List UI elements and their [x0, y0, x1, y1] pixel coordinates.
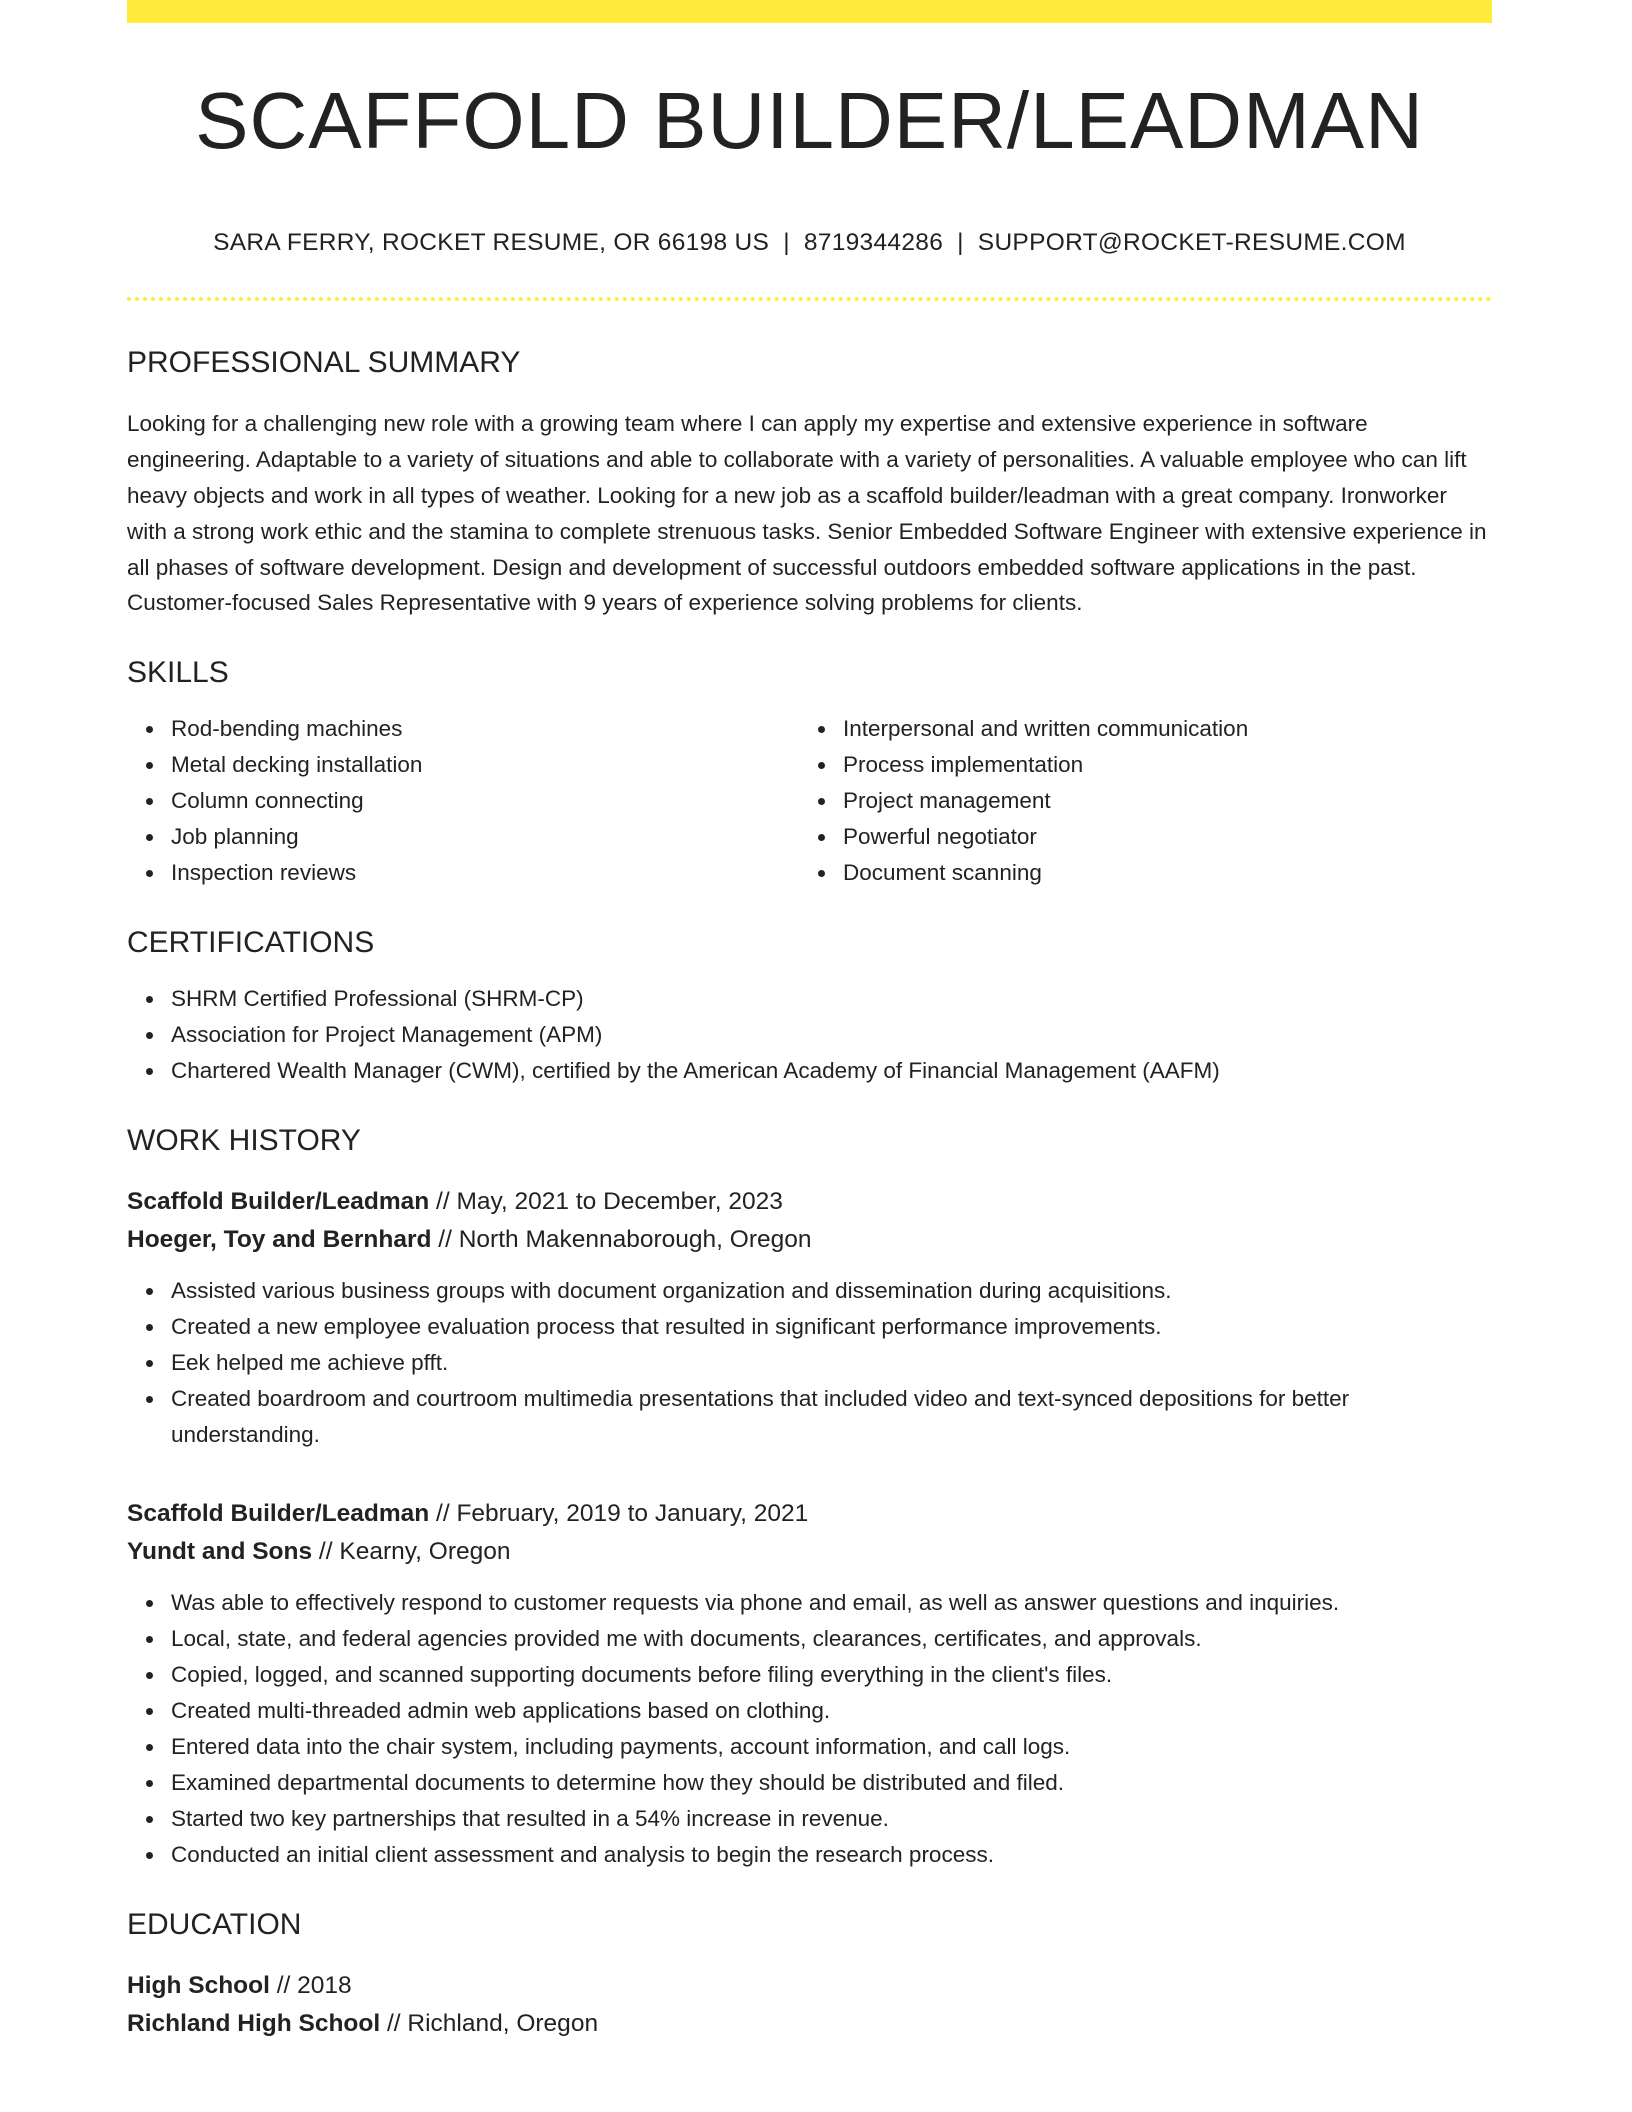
job-title: Scaffold Builder/Leadman	[127, 1500, 430, 1528]
skill-item: Project management	[843, 783, 1492, 819]
contact-address: SARA FERRY, ROCKET RESUME, OR 66198 US	[213, 229, 770, 256]
skill-item: Document scanning	[843, 855, 1492, 891]
skills-columns	[127, 711, 1492, 891]
job-duty-item: Assisted various business groups with document organization and dissemination during acquisitions.	[171, 1273, 1492, 1309]
contact-line	[127, 228, 1492, 257]
summary-heading: PROFESSIONAL SUMMARY	[127, 346, 521, 380]
skill-item: Process implementation	[843, 747, 1492, 783]
certifications-list	[127, 981, 1492, 1089]
work-history-section	[127, 1123, 1492, 1873]
job-company: Yundt and Sons	[127, 1538, 313, 1566]
skills-column-left	[127, 711, 799, 891]
skills-column-right	[799, 711, 1492, 891]
skill-item: Powerful negotiator	[843, 819, 1492, 855]
job-title-line	[127, 1183, 1492, 1221]
job-entry	[127, 1495, 1492, 1873]
job-title: Scaffold Builder/Leadman	[127, 1188, 430, 1216]
work-history-heading: WORK HISTORY	[127, 1124, 361, 1158]
job-entry	[127, 1183, 1492, 1453]
job-duty-item: Created multi-threaded admin web applications based on clothing.	[171, 1693, 1492, 1729]
top-accent-bar	[127, 0, 1492, 23]
contact-email: SUPPORT@ROCKET-RESUME.COM	[977, 229, 1406, 256]
skill-item: Job planning	[171, 819, 799, 855]
education-entry	[127, 1967, 1492, 2043]
job-duties-list	[127, 1585, 1492, 1873]
job-duty-item: Entered data into the chair system, including payments, account information, and call logs.	[171, 1729, 1492, 1765]
job-duty-item: Was able to effectively respond to customer requests via phone and email, as well as answer questions and inquiries.	[171, 1585, 1492, 1621]
job-dates: // February, 2019 to January, 2021	[429, 1500, 809, 1528]
job-duties-list	[127, 1273, 1492, 1453]
job-title-line	[127, 1495, 1492, 1533]
education-heading: EDUCATION	[127, 1908, 302, 1942]
summary-text: Looking for a challenging new role with a growing team where I can apply my expertise and extensive experience in software engineering. Adaptable to a variety of situations and able to collaborate with a variety of personalities. A valuable employee who can lift heavy objects and work in all types of weather. Looking for a new job as a scaffold builder/leadman with a great company. Ironworker with a strong work ethic and the stamina to complete strenuous tasks. Senior Embedded Software Engineer with extensive experience in all phases of software development. Design and development of successful outdoors embedded software applications in the past. Customer-focused Sales Representative with 9 years of experience solving problems for clients.	[127, 411, 1487, 616]
skill-item: Interpersonal and written communication	[843, 711, 1492, 747]
contact-separator: |	[783, 229, 790, 256]
job-dates: // May, 2021 to December, 2023	[429, 1188, 783, 1216]
education-year: // 2018	[269, 1972, 352, 2000]
summary-section	[127, 345, 1492, 621]
certifications-section	[127, 925, 1492, 1089]
skills-heading: SKILLS	[127, 656, 229, 690]
resume-title: SCAFFOLD BUILDER/LEADMAN	[195, 76, 1424, 165]
job-duty-item: Created a new employee evaluation process that resulted in significant performance improvements.	[171, 1309, 1492, 1345]
skill-item: Inspection reviews	[171, 855, 799, 891]
education-section	[127, 1907, 1492, 2043]
job-duty-item: Eek helped me achieve pfft.	[171, 1345, 1492, 1381]
job-company: Hoeger, Toy and Bernhard	[127, 1226, 432, 1254]
skill-item: Metal decking installation	[171, 747, 799, 783]
job-duty-item: Conducted an initial client assessment and analysis to begin the research process.	[171, 1837, 1492, 1873]
certification-item: Association for Project Management (APM)	[171, 1017, 1492, 1053]
skill-item: Rod-bending machines	[171, 711, 799, 747]
skills-list-left	[127, 711, 799, 891]
job-location: // North Makennaborough, Oregon	[431, 1226, 812, 1254]
contact-separator: |	[957, 229, 964, 256]
education-school: Richland High School	[127, 2010, 381, 2038]
skills-list-right	[799, 711, 1492, 891]
education-location: // Richland, Oregon	[380, 2010, 599, 2038]
job-duty-item: Examined departmental documents to determine how they should be distributed and filed.	[171, 1765, 1492, 1801]
certifications-heading: CERTIFICATIONS	[127, 926, 375, 960]
certification-item: Chartered Wealth Manager (CWM), certified by the American Academy of Financial Management (AAFM)	[171, 1053, 1492, 1089]
contact-phone: 8719344286	[803, 229, 944, 256]
job-company-line	[127, 1221, 1492, 1259]
education-school-line	[127, 2005, 1492, 2043]
job-duty-item: Copied, logged, and scanned supporting documents before filing everything in the client's files.	[171, 1657, 1492, 1693]
skill-item: Column connecting	[171, 783, 799, 819]
job-location: // Kearny, Oregon	[312, 1538, 511, 1566]
resume-page	[127, 0, 1492, 2043]
skills-section	[127, 655, 1492, 891]
dotted-divider	[127, 297, 1492, 301]
certification-item: SHRM Certified Professional (SHRM-CP)	[171, 981, 1492, 1017]
education-degree-line	[127, 1967, 1492, 2005]
job-duty-item: Local, state, and federal agencies provided me with documents, clearances, certificates, and approvals.	[171, 1621, 1492, 1657]
job-company-line	[127, 1533, 1492, 1571]
job-duty-item: Started two key partnerships that resulted in a 54% increase in revenue.	[171, 1801, 1492, 1837]
education-degree: High School	[127, 1972, 270, 2000]
job-duty-item: Created boardroom and courtroom multimedia presentations that included video and text-synced depositions for better understanding.	[171, 1381, 1492, 1453]
